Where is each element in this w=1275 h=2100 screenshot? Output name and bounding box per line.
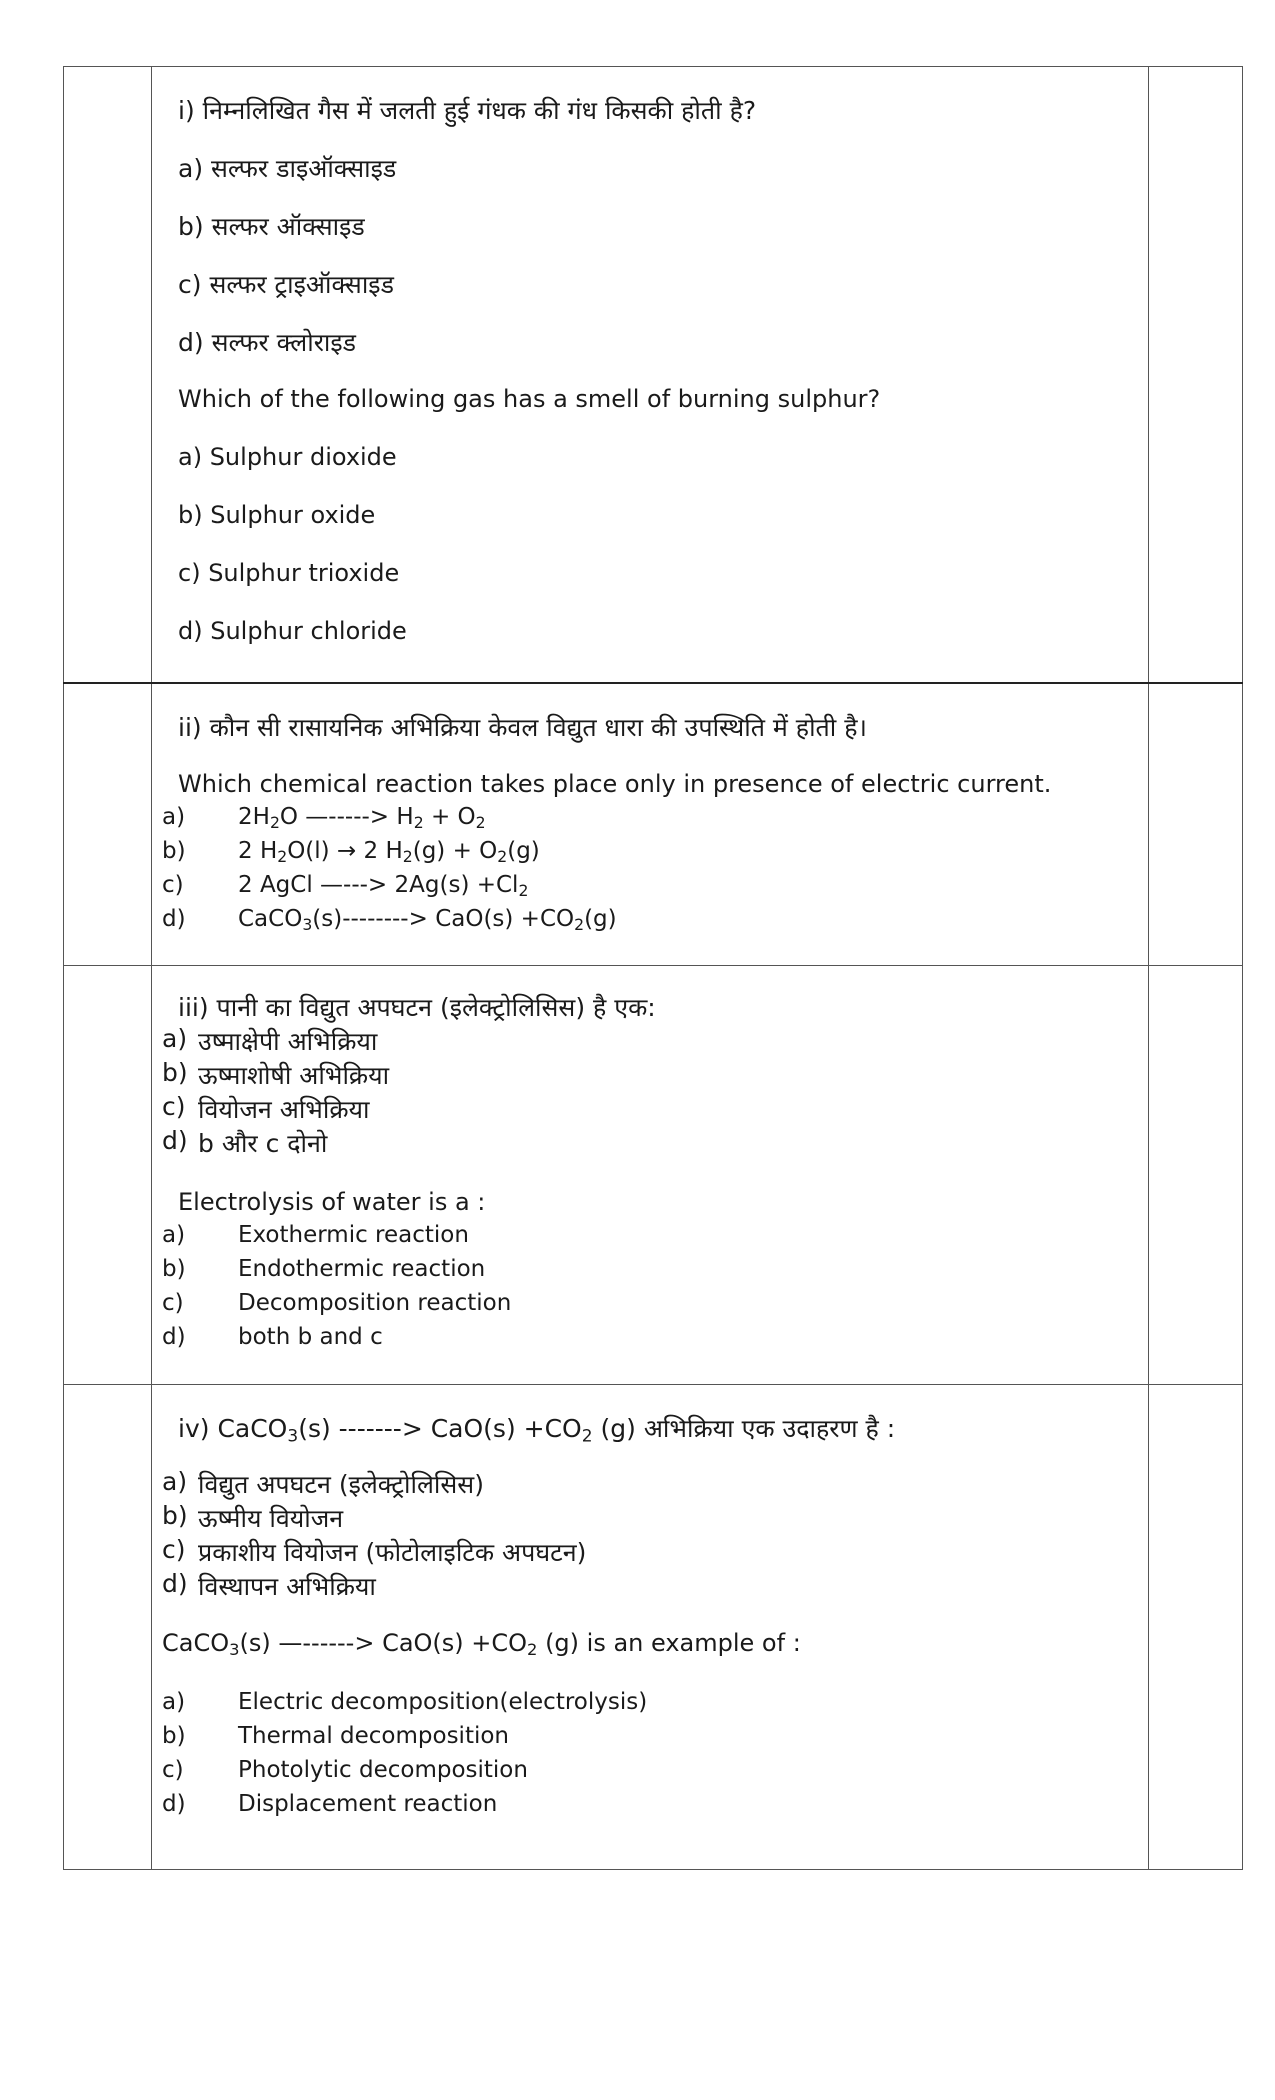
question-stem-english: Which chemical reaction takes place only in presence of electric current. <box>178 769 1052 798</box>
option-hindi: c) सल्फर ट्राइऑक्साइड <box>178 270 394 299</box>
question-table <box>63 66 1243 1870</box>
option-english: d) Sulphur chloride <box>178 617 407 645</box>
option-letter: c) <box>162 1535 186 1564</box>
marks-cell <box>1149 67 1243 683</box>
option-hindi: a) सल्फर डाइऑक्साइड <box>178 154 397 183</box>
option-equation: 2 $H_2O(l) \to 2$ $H_2(g) + O_2(g)$ <box>238 837 540 866</box>
question-cell <box>152 67 1149 683</box>
option-english: c) Sulphur trioxide <box>178 559 400 587</box>
question-row <box>64 683 1243 966</box>
question-cell <box>152 1385 1149 1870</box>
option-letter: d) <box>162 905 186 932</box>
marks-cell <box>1149 1385 1243 1870</box>
question-row <box>64 1385 1243 1870</box>
option-english: Exothermic reaction <box>238 1222 469 1248</box>
question-number-cell <box>64 1385 152 1870</box>
question-stem-hindi: iii) पानी का विद्युत अपघटन (इलेक्ट्रोलिसिस) है एक: <box>178 993 656 1022</box>
option-letter: d) <box>162 1569 188 1598</box>
question-cell <box>152 683 1149 966</box>
option-equation: $2H_2O$ —-----> $H_2 + O_2$ <box>238 803 486 832</box>
marks-cell <box>1149 683 1243 966</box>
option-english: Endothermic reaction <box>238 1256 486 1282</box>
question-cell <box>152 966 1149 1385</box>
option-english: Displacement reaction <box>238 1791 498 1817</box>
option-equation: CaCO$_3$(s)--------> $CaO(s) +CO_2(g)$ <box>238 905 617 934</box>
option-english: Thermal decomposition <box>238 1723 510 1749</box>
option-letter: a) <box>162 1689 186 1715</box>
option-letter: d) <box>162 1126 188 1155</box>
question-stem-hindi: iv) CaCO$_3$(s) -------> $CaO(s) +CO_2$ (g) अभिक्रिया एक उदाहरण है : <box>178 1414 896 1447</box>
option-letter: a) <box>162 1467 188 1496</box>
option-letter: c) <box>162 1092 186 1121</box>
option-hindi: प्रकाशीय वियोजन (फोटोलाइटिक अपघटन) <box>198 1538 587 1567</box>
question-row <box>64 67 1243 683</box>
option-letter: c) <box>162 1290 184 1316</box>
option-letter: d) <box>162 1324 186 1350</box>
option-letter: b) <box>162 1501 188 1530</box>
option-letter: b) <box>162 1723 186 1749</box>
option-english: Electric decomposition(electrolysis) <box>238 1689 648 1715</box>
option-hindi: ऊष्माशोषी अभिक्रिया <box>198 1061 390 1090</box>
option-english: a) Sulphur dioxide <box>178 443 397 471</box>
option-hindi: b) सल्फर ऑक्साइड <box>178 212 365 241</box>
option-hindi: उष्माक्षेपी अभिक्रिया <box>198 1027 378 1056</box>
option-letter: b) <box>162 1058 188 1087</box>
option-hindi: विद्युत अपघटन (इलेक्ट्रोलिसिस) <box>198 1470 484 1499</box>
option-letter: c) <box>162 1757 184 1783</box>
question-stem-english: Which of the following gas has a smell of burning sulphur? <box>178 385 881 413</box>
question-number-cell <box>64 67 152 683</box>
option-english: both b and c <box>238 1324 383 1350</box>
option-hindi: विस्थापन अभिक्रिया <box>198 1572 376 1601</box>
question-stem-english: Electrolysis of water is a : <box>178 1188 486 1216</box>
option-letter: d) <box>162 1791 186 1817</box>
question-stem-english: CaCO$_3$(s) —------> $CaO(s) +CO_2$ (g) is an example of : <box>162 1629 801 1660</box>
option-hindi: b और c दोनो <box>198 1129 328 1158</box>
option-hindi: ऊष्मीय वियोजन <box>198 1504 344 1533</box>
option-letter: a) <box>162 803 186 830</box>
option-english: Decomposition reaction <box>238 1290 512 1316</box>
option-letter: b) <box>162 837 186 864</box>
option-hindi: d) सल्फर क्लोराइड <box>178 328 357 357</box>
option-letter: a) <box>162 1024 188 1053</box>
question-stem-hindi: i) निम्नलिखित गैस में जलती हुई गंधक की गंध किसकी होती है? <box>178 96 757 125</box>
option-letter: c) <box>162 871 184 898</box>
option-letter: a) <box>162 1222 186 1248</box>
option-equation: 2 AgCl —---> $2Ag(s) +Cl_2$ <box>238 871 529 900</box>
marks-cell <box>1149 966 1243 1385</box>
option-hindi: वियोजन अभिक्रिया <box>198 1095 370 1124</box>
question-number-cell <box>64 966 152 1385</box>
option-english: Photolytic decomposition <box>238 1757 528 1783</box>
question-stem-hindi: ii) कौन सी रासायनिक अभिक्रिया केवल विद्युत धारा की उपस्थिति में होती है। <box>178 712 867 742</box>
question-row <box>64 966 1243 1385</box>
option-letter: b) <box>162 1256 186 1282</box>
option-english: b) Sulphur oxide <box>178 501 376 529</box>
question-number-cell <box>64 683 152 966</box>
